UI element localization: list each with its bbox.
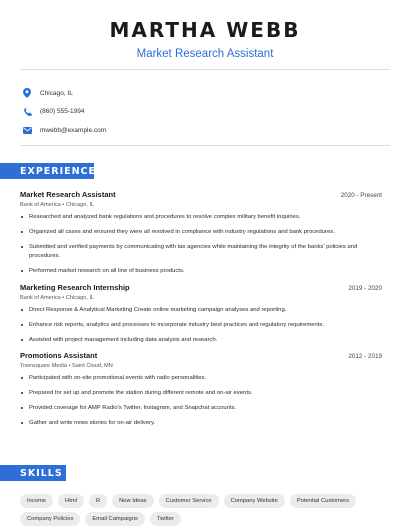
resume-header xyxy=(0,0,410,60)
job-bullet: Prepared for set up and promote the station during different remote and on-air events. xyxy=(20,389,382,398)
job-dates: 2012 - 2019 xyxy=(348,353,382,360)
job-bullets xyxy=(20,306,382,345)
contact-divider xyxy=(20,145,390,146)
job-bullet: Participated with on-site promotional events with radio personalities. xyxy=(20,374,382,383)
email-icon xyxy=(22,125,32,135)
job-dates: 2020 - Present xyxy=(340,192,382,199)
job-entry xyxy=(20,190,382,282)
skill-chip: Email Campaigns xyxy=(85,512,144,526)
job-location: Saint Cloud, MN xyxy=(72,363,113,369)
job-location: Chicago, IL xyxy=(65,295,95,301)
job-bullet: Performed market research on all line of business products. xyxy=(20,267,382,276)
skill-chip: Customer Service xyxy=(159,494,219,508)
skill-chip: Potential Customers xyxy=(290,494,356,508)
job-meta: Townsquare Media • Saint Cloud, MN xyxy=(20,363,113,369)
job-bullet: Direct Response & Analytical Marketing Create online marketing campaign analyses and reporting. xyxy=(20,306,382,315)
skill-chip: Company Policies xyxy=(20,512,80,526)
job-bullet: Submitted and verified payments by communicating with tax agencies while maintaining the integrity of the banks' policies and procedures. xyxy=(20,243,382,260)
location-pin-icon xyxy=(22,88,32,98)
job-title: Marketing Research Internship xyxy=(20,283,130,292)
skill-chip: Company Website xyxy=(224,494,285,508)
contact-email xyxy=(22,121,106,139)
contact-location-text: Chicago, IL xyxy=(40,89,73,97)
job-bullets xyxy=(20,374,382,428)
job-bullet: Researched and analyzed bank regulations and procedures to resolve complex military benefit inquiries. xyxy=(20,213,382,222)
candidate-name: MARTHA WEBB xyxy=(109,18,301,42)
contact-phone xyxy=(22,103,106,121)
header-divider xyxy=(20,69,390,70)
job-meta: Bank of America • Chicago, IL xyxy=(20,202,95,208)
contact-location xyxy=(22,84,106,102)
skill-chip: R xyxy=(89,494,107,508)
section-skills-heading: SKILLS xyxy=(0,465,66,481)
job-bullet: Provided coverage for AMP Radio's Twitter, Instagram, and Snapchat accounts. xyxy=(20,404,382,413)
skill-chip: Income xyxy=(20,494,53,508)
phone-icon xyxy=(22,107,32,117)
contact-phone-text: (860) 555-1994 xyxy=(40,108,85,115)
job-title: Market Research Assistant xyxy=(20,190,116,199)
section-experience-heading: EXPERIENCE xyxy=(0,163,94,179)
job-dates: 2019 - 2020 xyxy=(348,285,382,292)
job-company: Townsquare Media xyxy=(20,363,67,369)
job-bullet: Organized all cases and ensured they were all resolved in compliance with industry regulations and bank procedures. xyxy=(20,228,382,237)
job-bullet: Assisted with project management including data analysis and research. xyxy=(20,336,382,345)
job-title: Promotions Assistant xyxy=(20,351,98,360)
job-bullet: Enhance risk reports, analytics and processes to incorporate industry best practices and regulatory requirements. xyxy=(20,321,382,330)
job-meta: Bank of America • Chicago, IL xyxy=(20,295,95,301)
job-location: Chicago, IL xyxy=(65,202,95,208)
skills-list xyxy=(20,494,400,526)
job-company: Bank of America xyxy=(20,202,61,208)
job-company: Bank of America xyxy=(20,295,61,301)
skill-chip: Twitter xyxy=(150,512,181,526)
contact-list xyxy=(22,84,106,140)
candidate-title: Market Research Assistant xyxy=(136,48,274,60)
contact-email-text: mwebb@example.com xyxy=(40,126,107,134)
skill-chip: Html xyxy=(58,494,84,508)
job-entry xyxy=(20,283,382,351)
job-bullet: Gather and write news stories for on-air delivery. xyxy=(20,419,382,428)
job-bullets xyxy=(20,213,382,275)
skill-chip: New Ideas xyxy=(112,494,153,508)
job-entry xyxy=(20,351,382,434)
